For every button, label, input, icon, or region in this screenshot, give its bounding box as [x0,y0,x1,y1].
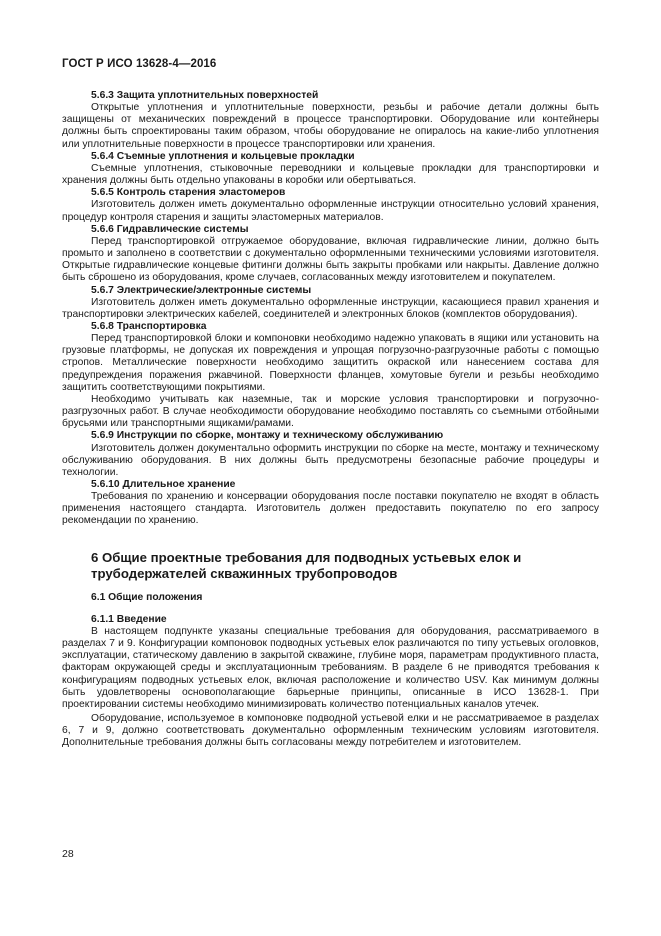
section-heading: 5.6.5 Контроль старения эластомеров [91,187,286,199]
paragraph: Необходимо учитывать как наземные, так и морские условия транспортировки и погрузочно-разгрузочных работ. В случае необходимости оборудование необходимо поставлять со съемными отбойными брусьями или транспортными ящиками/рамами. [62,393,599,430]
page-number: 28 [62,848,74,860]
section-heading: 5.6.3 Защита уплотнительных поверхностей [91,90,319,101]
document-header: ГОСТ Р ИСО 13628-4—2016 [62,58,217,70]
paragraph: Изготовитель должен иметь документально оформленные инструкции, касающиеся правил хранения и транспортировки электрических кабелей, соединителей и электронных блоков (комплектов оборудования). [62,296,599,320]
paragraph: Требования по хранению и консервации оборудования после поставки покупателю не входят в область применения настоящего стандарта. Изготовитель должен предоставить покупателю по его запросу рекомендации по хранению. [62,491,599,527]
section-5-6-4 [62,151,599,187]
section-heading: 5.6.6 Гидравлические системы [91,223,249,235]
section-heading: 5.6.4 Съемные уплотнения и кольцевые прокладки [91,150,355,162]
section-5-6-5 [62,187,599,223]
section-5-6-7 [62,285,599,321]
paragraph: Изготовитель должен иметь документально оформленные инструкции относительно условий хранения, процедур контроля старения и защиты эластомерных материалов. [62,199,599,223]
section-6-1-1 [62,614,599,750]
paragraph: Изготовитель должен документально оформить инструкции по сборке на месте, монтажу и техническому обслуживанию оборудования. В них должны быть предусмотрены безопасные рабочие процедуры и технологии. [62,442,599,478]
section-5-6-3 [62,90,599,151]
paragraph: Съемные уплотнения, стыковочные переводники и кольцевые прокладки для транспортировки и хранения должны быть отдельно упакованы в коробки или обертываться. [62,162,599,187]
section-heading: 5.6.10 Длительное хранение [91,479,236,490]
page-body [62,90,599,750]
section-5-6-10 [62,479,599,528]
section-5-6-6 [62,224,599,285]
subsection-title: 6.1 Общие положения [91,591,203,603]
section-heading: 5.6.7 Электрические/электронные системы [91,284,312,296]
section-5-6-9 [62,430,599,479]
paragraph: В настоящем подпункте указаны специальные требования для оборудования, рассматриваемого в разделах 7 и 9. Конфигурации компоновок подводных устьевых елок различаются по типу устьевых оголовков, эксплуатации, статическому давлению в закрытой скважине, глубине моря, параметрам продуктивного пласта, факторам окружающей среды и эксплуатационным требованиям. В разделе 6 не приводятся требования к конфигурациям подводных устьевых елок, включая расположение и количество USV. Как минимум должны быть удовлетворены основополагающие барьерные принципы, описанные в ИСО 13628-1. При проектировании системы необходимо минимизировать количество потенциальных каналов утечек. [62,625,599,710]
paragraph: Оборудование, используемое в компоновке подводной устьевой елки и не рассматриваемое в разделах 6, 7 и 9, должно соответствовать документально оформленным техническим условиям изготовителя. Дополнительные требования должны быть согласованы между потребителем и изготовителем. [62,713,599,749]
chapter-title: 6 Общие проектные требования для подводных устьевых елок и трубодержателей скважинных трубопроводов [91,549,522,581]
section-heading: 6.1.1 Введение [91,613,167,625]
section-5-6-8 [62,321,599,430]
section-heading: 5.6.9 Инструкции по сборке, монтажу и техническому обслуживанию [91,430,444,442]
paragraph: Открытые уплотнения и уплотнительные поверхности, резьбы и рабочие детали должны быть защищены от механических повреждений в процессе транспортировки. Оборудование или контейнеры должны быть спроектированы таким образом, чтобы оборудование не опиралось на какие-либо уплотнения или уплотнительные поверхности в процессе транспортировки или хранения. [62,102,599,150]
paragraph: Перед транспортировкой отгружаемое оборудование, включая гидравлические линии, должно быть промыто и заполнено в соответствии с документально оформленными техническими условиями изготовителя. Открытые гидравлические концевые фитинги должны быть закрыты пробками или накрыты. Давление должно быть сброшено из оборудования, кроме случаев, согласованных между изготовителем и покупателем. [62,235,599,284]
paragraph: Перед транспортировкой блоки и компоновки необходимо надежно упаковать в ящики или установить на грузовые платформы, не допуская их повреждения и упрощая погрузочно-разгрузочные работы с помощью стропов. Металлические поверхности необходимо защитить окраской или нанесением состава для предупреждения поражения ржавчиной. Поверхности фланцев, хомутовые бугели и резьбы необходимо защитить соответствующими покрытиями. [62,333,599,393]
section-heading: 5.6.8 Транспортировка [91,320,207,332]
